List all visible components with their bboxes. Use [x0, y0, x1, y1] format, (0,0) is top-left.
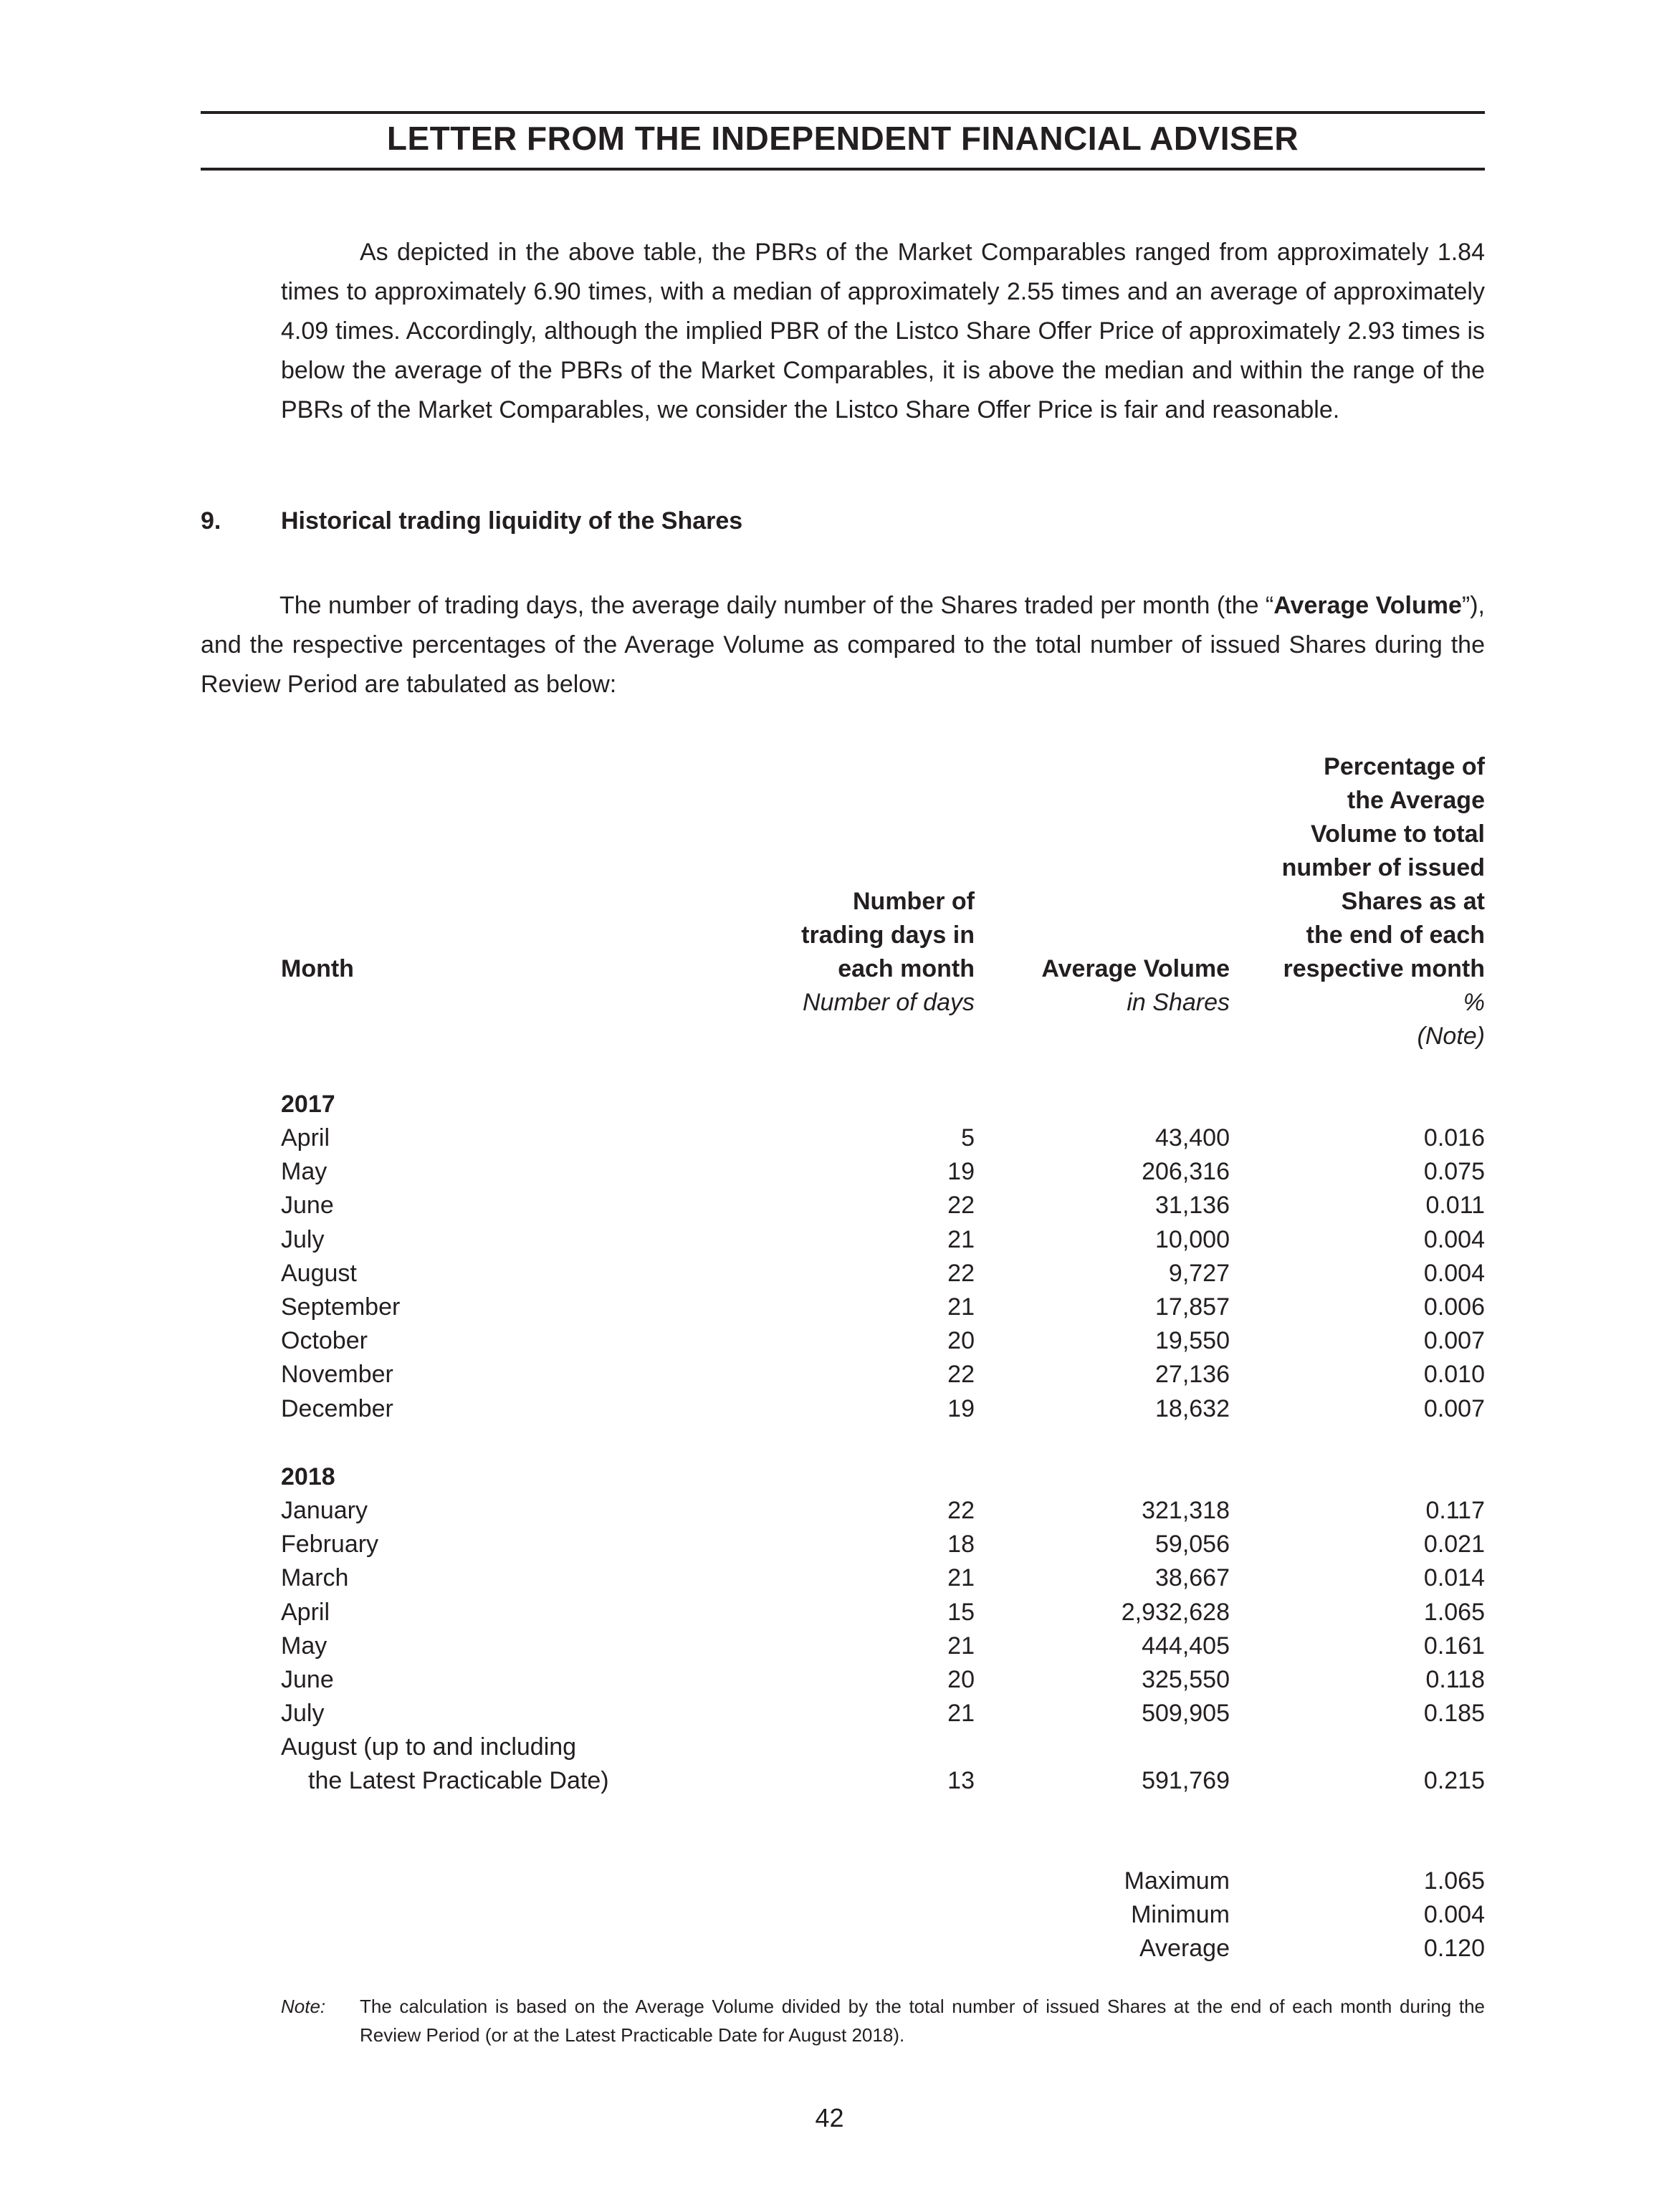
header-percentage: Percentage of the Average Volume to total number of issued Shares as at the end of each respective month — [1281, 753, 1485, 982]
table-row-august-2018 — [281, 1764, 1485, 1798]
cell-month: April — [281, 1598, 330, 1626]
cell-month: January — [281, 1497, 368, 1524]
cell-days: 21 — [947, 1700, 975, 1728]
cell-volume: 59,056 — [1155, 1531, 1230, 1559]
cell-percent: 0.004 — [1423, 1259, 1485, 1287]
cell-month: September — [281, 1293, 401, 1321]
cell-percent: 0.006 — [1423, 1293, 1485, 1321]
summary-value-average: 0.120 — [1423, 1935, 1485, 1962]
section-paragraph-text-1: The number of trading days, the average daily number of the Shares traded per month (the “ — [279, 592, 1274, 619]
summary-label-minimum: Minimum — [1131, 1901, 1230, 1928]
cell-volume: 206,316 — [1142, 1158, 1230, 1186]
cell-days: 21 — [947, 1225, 975, 1253]
cell-month: August — [281, 1259, 357, 1287]
cell-volume: 27,136 — [1155, 1361, 1230, 1389]
table-row — [281, 1629, 1485, 1663]
note-text: The calculation is based on the Average Volume divided by the total number of issued Shares at the end of each month during the Review Period (or at the Latest Practicable Date for August 2018). — [360, 1996, 1485, 2046]
cell-days: 21 — [947, 1564, 975, 1592]
section-paragraph — [201, 586, 1485, 704]
cell-days: 22 — [947, 1497, 975, 1524]
summary-label-average: Average — [1139, 1935, 1230, 1962]
page-number: 42 — [815, 2103, 844, 2132]
table-row — [281, 1223, 1485, 1257]
header-bottom-rule — [201, 168, 1485, 171]
table-row — [281, 1257, 1485, 1291]
cell-percent: 0.010 — [1423, 1361, 1485, 1389]
table-row — [281, 1121, 1485, 1155]
cell-month: October — [281, 1327, 368, 1355]
header-month: Month — [281, 955, 354, 982]
cell-volume: 591,769 — [1142, 1767, 1230, 1794]
cell-volume: 321,318 — [1142, 1497, 1230, 1524]
table-header — [281, 738, 1485, 986]
august-month-line-2: the Latest Practicable Date) — [308, 1767, 609, 1794]
cell-month: March — [281, 1564, 349, 1592]
note-label: Note: — [281, 1996, 326, 2017]
cell-percent: 1.065 — [1423, 1598, 1485, 1626]
table-row — [281, 1291, 1485, 1324]
cell-volume: 43,400 — [1155, 1124, 1230, 1152]
year-2018-label: 2018 — [281, 1463, 335, 1490]
cell-volume: 9,727 — [1168, 1259, 1230, 1287]
cell-days: 22 — [947, 1192, 975, 1220]
unit-volume: in Shares — [1127, 989, 1230, 1016]
cell-percent: 0.011 — [1425, 1192, 1485, 1220]
cell-percent: 0.007 — [1423, 1327, 1485, 1355]
trading-liquidity-table — [281, 738, 1485, 1962]
table-row — [281, 1189, 1485, 1222]
unit-note: (Note) — [1417, 1023, 1485, 1050]
header-average-volume: Average Volume — [1041, 955, 1230, 982]
table-row — [281, 1596, 1485, 1629]
cell-percent: 0.007 — [1423, 1394, 1485, 1422]
table-row — [281, 1358, 1485, 1392]
cell-percent: 0.215 — [1423, 1767, 1485, 1794]
cell-volume: 2,932,628 — [1121, 1598, 1230, 1626]
cell-days: 5 — [961, 1124, 975, 1152]
cell-month: July — [281, 1225, 325, 1253]
intro-paragraph-text: As depicted in the above table, the PBRs of the Market Comparables ranged from approximately 1.84 times to approximately 6.90 times, with a median of approximately 2.55 times and an average of approximately 4.09 times. Accordingly, although the implied PBR of the Listco Share Offer Price of approximately 2.93 times is below the average of the PBRs of the Market Comparables, it is above the median and within the range of the PBRs of the Market Comparables, we consider the Listco Share Offer Price is fair and reasonable. — [281, 239, 1485, 423]
cell-percent: 0.014 — [1423, 1564, 1485, 1592]
summary-label-maximum: Maximum — [1124, 1867, 1230, 1895]
table-row — [281, 1561, 1485, 1595]
cell-month: July — [281, 1700, 325, 1728]
cell-days: 15 — [947, 1598, 975, 1626]
cell-volume: 19,550 — [1155, 1327, 1230, 1355]
header-trading-days: Number of trading days in each month — [801, 888, 975, 982]
cell-days: 22 — [947, 1361, 975, 1389]
cell-percent: 0.016 — [1423, 1124, 1485, 1152]
cell-month: April — [281, 1124, 330, 1152]
section-paragraph-text-2: ”), and the respective percentages of the Average Volume as compared to the total number of issued Shares during the Review Period are tabulated as below: — [201, 592, 1485, 698]
cell-days: 19 — [947, 1394, 975, 1422]
table-row — [281, 1528, 1485, 1561]
cell-month: December — [281, 1394, 393, 1422]
cell-month: June — [281, 1666, 334, 1693]
cell-days: 18 — [947, 1531, 975, 1559]
unit-percent: % — [1463, 989, 1485, 1016]
cell-volume: 38,667 — [1155, 1564, 1230, 1592]
cell-percent: 0.075 — [1423, 1158, 1485, 1186]
table-row — [281, 1494, 1485, 1528]
august-month-line-1: August (up to and including — [281, 1733, 577, 1761]
cell-volume: 18,632 — [1155, 1394, 1230, 1422]
summary-value-maximum: 1.065 — [1423, 1867, 1485, 1895]
unit-days: Number of days — [803, 989, 975, 1016]
cell-days: 21 — [947, 1293, 975, 1321]
year-2017-label: 2017 — [281, 1091, 335, 1118]
cell-volume: 444,405 — [1142, 1632, 1230, 1660]
cell-days: 20 — [947, 1666, 975, 1693]
table-row — [281, 1155, 1485, 1189]
cell-days: 20 — [947, 1327, 975, 1355]
cell-volume: 31,136 — [1155, 1192, 1230, 1220]
header-top-rule — [201, 111, 1485, 114]
cell-volume: 17,857 — [1155, 1293, 1230, 1321]
summary-value-minimum: 0.004 — [1423, 1901, 1485, 1928]
defined-term-average-volume: Average Volume — [1273, 592, 1462, 619]
table-row — [281, 1663, 1485, 1697]
cell-month: November — [281, 1361, 393, 1389]
table-row — [281, 1697, 1485, 1730]
cell-month: June — [281, 1192, 334, 1220]
section-number: 9. — [201, 507, 221, 535]
cell-percent: 0.117 — [1425, 1497, 1485, 1524]
cell-month: May — [281, 1158, 328, 1186]
cell-percent: 0.185 — [1423, 1700, 1485, 1728]
cell-percent: 0.021 — [1423, 1531, 1485, 1559]
cell-month: May — [281, 1632, 328, 1660]
intro-paragraph — [281, 233, 1485, 430]
cell-percent: 0.118 — [1425, 1666, 1485, 1693]
cell-percent: 0.004 — [1423, 1225, 1485, 1253]
cell-month: February — [281, 1531, 379, 1559]
table-row — [281, 1324, 1485, 1358]
cell-days: 19 — [947, 1158, 975, 1186]
page-title: LETTER FROM THE INDEPENDENT FINANCIAL ADVISER — [386, 120, 1299, 157]
cell-volume: 509,905 — [1142, 1700, 1230, 1728]
cell-volume: 10,000 — [1155, 1225, 1230, 1253]
cell-volume: 325,550 — [1142, 1666, 1230, 1693]
cell-percent: 0.161 — [1423, 1632, 1485, 1660]
cell-days: 21 — [947, 1632, 975, 1660]
section-title: Historical trading liquidity of the Shares — [281, 507, 743, 535]
cell-days: 13 — [947, 1767, 975, 1794]
table-row — [281, 1392, 1485, 1426]
cell-days: 22 — [947, 1259, 975, 1287]
